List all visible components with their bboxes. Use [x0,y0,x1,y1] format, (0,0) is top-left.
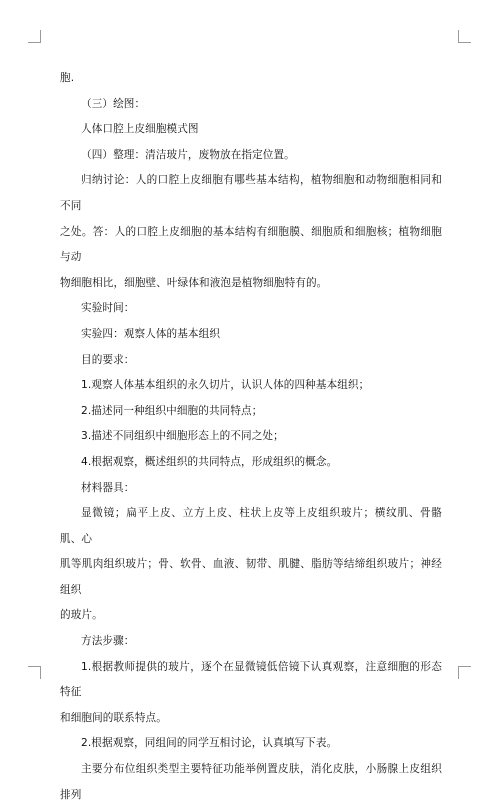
crop-mark-top-right [458,30,471,43]
paragraph-line: 肌等肌肉组织玻片；骨、软骨、血液、韧带、肌腱、脂肪等结缔组织玻片；神经组织 [60,558,442,596]
paragraph-line: 显微镜；扁平上皮、立方上皮、柱状上皮等上皮组织玻片；横纹肌、骨骼肌、心 [60,507,442,545]
section-heading-cleanup: （四）整理：清洁玻片，废物放在指定位置。 [81,148,295,161]
paragraph-line: 归纳讨论：人的口腔上皮细胞有哪些基本结构，植物细胞和动物细胞相同和不同 [60,174,442,212]
experiment-title: 实验四：观察人体的基本组织 [81,327,221,340]
paragraph-line: 和细胞间的联系特点。 [60,711,167,724]
paragraph-line: 目的要求： [81,353,135,366]
crop-mark-bottom-left [28,666,41,679]
paragraph-line: 之处。答：人的口腔上皮细胞的基本结构有细胞膜、细胞质和细胞核；植物细胞与动 [60,225,442,264]
list-item: 4.根据观察，概述组织的共同特点，形成组织的概念。 [81,455,338,468]
paragraph-line: 方法步骤： [81,635,135,648]
paragraph-line: 材料器具： [81,481,135,494]
list-item: 3.描述不同组织中细胞形态上的不同之处； [81,430,284,443]
paragraph-line: 的玻片。 [60,609,103,622]
crop-mark-bottom-right [458,666,471,679]
list-item: 1.根据教师提供的玻片，逐个在显微镜低倍镜下认真观察，注意细胞的形态特征 [60,660,442,699]
list-item: 2.描述同一种组织中细胞的共同特点； [81,404,263,417]
crop-mark-top-left [28,30,41,43]
list-item: 1.观察人体基本组织的永久切片，认识人体的四种基本组织； [81,379,370,392]
section-heading-drawing: （三）绘图： [81,97,146,110]
paragraph-line: 实验时间： [81,302,135,315]
paragraph-line: 人体口腔上皮细胞模式图 [81,123,199,136]
paragraph-line: 胞. [60,72,75,84]
document-body [60,66,442,808]
paragraph-line: 物细胞相比，细胞壁、叶绿体和液泡是植物细胞特有的。 [60,276,328,289]
list-item: 2.根据观察，同组间的同学互相讨论，认真填写下表。 [81,737,338,750]
paragraph-line: 主要分布位组织类型主要特征功能举例置皮肤，消化皮肤，小肠腺上皮组织排列 [60,763,442,801]
